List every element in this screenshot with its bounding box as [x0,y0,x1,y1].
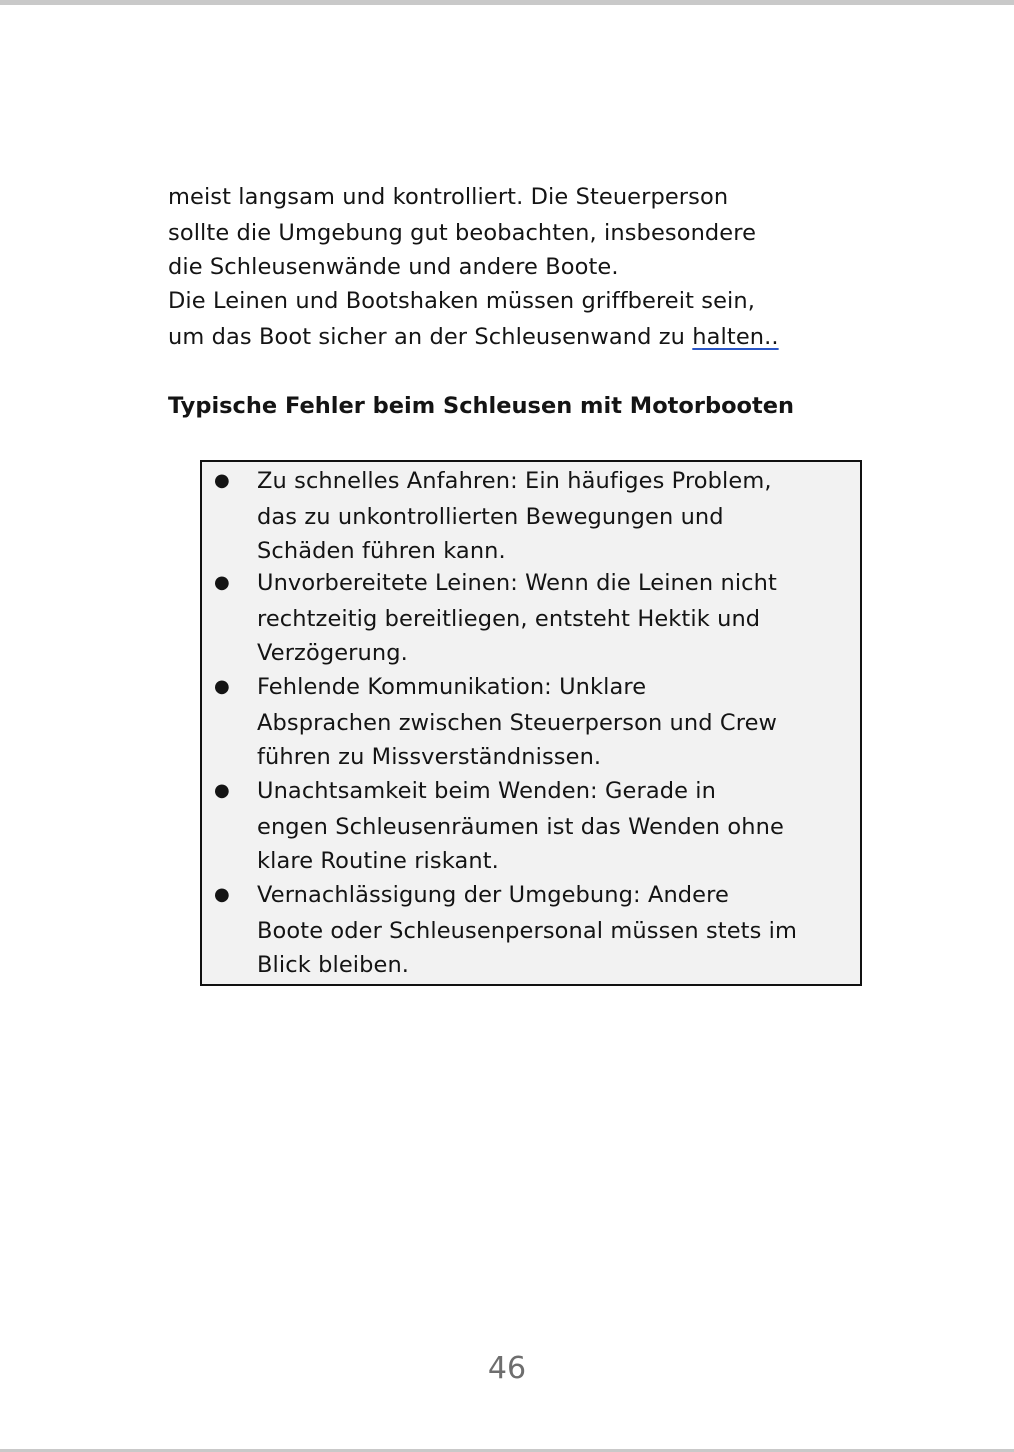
bullet-icon: ● [214,470,230,491]
list-item-line: Verzögerung. [257,640,408,666]
list-item-line: rechtzeitig bereitliegen, entsteht Hektik und [257,606,761,632]
page-top-edge [0,0,1014,5]
bullet-icon: ● [214,676,230,697]
list-item-line: Schäden führen kann. [257,538,506,564]
spellcheck-underlined-word[interactable]: halten.. [692,324,779,350]
paragraph-line-1: meist langsam und kontrolliert. Die Steuerperson [168,184,729,210]
list-item-line: Unvorbereitete Leinen: Wenn die Leinen nicht [257,570,777,596]
bullet-icon: ● [214,884,230,905]
paragraph-line-5 [168,320,779,354]
list-item-line: Blick bleiben. [257,952,410,978]
list-item-line: klare Routine riskant. [257,848,499,874]
list-item-line: Boote oder Schleusenpersonal müssen stets im [257,918,798,944]
paragraph-line-3: die Schleusenwände und andere Boote. [168,254,619,280]
paragraph-line-2: sollte die Umgebung gut beobachten, insbesondere [168,220,757,246]
list-item-line: engen Schleusenräumen ist das Wenden ohne [257,814,784,840]
list-item-line: Fehlende Kommunikation: Unklare [257,674,647,700]
list-item-line: Vernachlässigung der Umgebung: Andere [257,882,729,908]
bullet-list-box [200,460,862,986]
list-item-line: das zu unkontrollierten Bewegungen und [257,504,724,530]
paragraph-line-4: Die Leinen und Bootshaken müssen griffbereit sein, [168,288,756,314]
bullet-icon: ● [214,780,230,801]
list-item-line: führen zu Missverständnissen. [257,744,602,770]
paragraph-line-5-text: um das Boot sicher an der Schleusenwand zu [168,324,693,350]
list-item-line: Zu schnelles Anfahren: Ein häufiges Problem, [257,468,772,494]
bullet-icon: ● [214,572,230,593]
list-item-line: Absprachen zwischen Steuerperson und Crew [257,710,778,736]
section-heading: Typische Fehler beim Schleusen mit Motorbooten [168,393,795,419]
list-item-line: Unachtsamkeit beim Wenden: Gerade in [257,778,716,804]
page-number: 46 [487,1351,527,1386]
